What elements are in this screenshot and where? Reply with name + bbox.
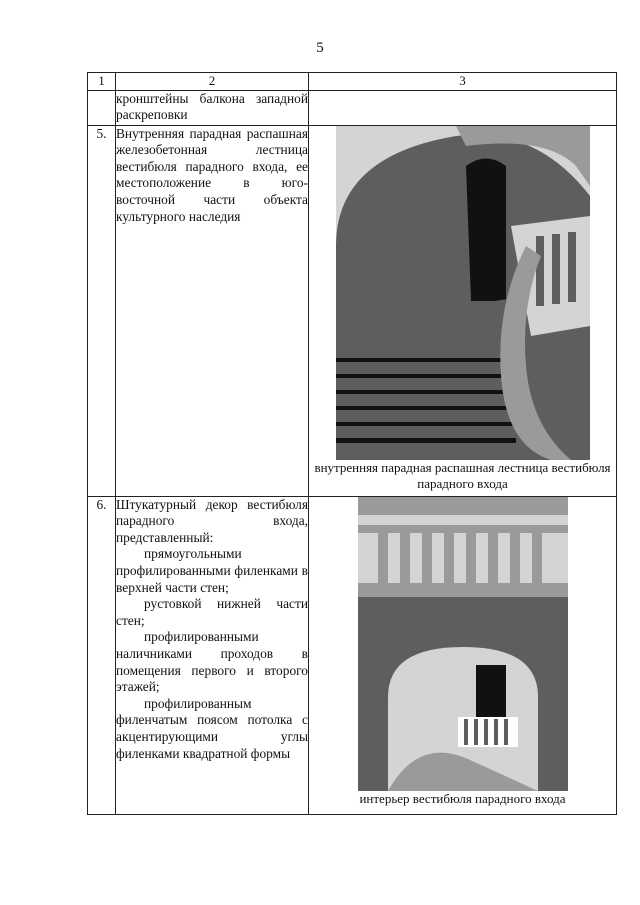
photo-cell-empty xyxy=(309,90,617,125)
description-line: профилированными наличниками проходов в помещения первого и второго этажей; xyxy=(116,629,308,695)
row-number: 6. xyxy=(88,496,116,814)
row-description xyxy=(116,496,309,814)
staircase-photo xyxy=(336,126,590,460)
header-col-2: 2 xyxy=(116,73,309,91)
description-line: профилированным филенчатым поясом потолка с акцентирующими углы филенками квадратной формы xyxy=(116,695,308,761)
description-line: рустовкой нижней части стен; xyxy=(116,596,308,628)
photo-cell xyxy=(309,496,617,814)
description-line: кронштейны балкона западной раскреповки xyxy=(116,90,308,123)
photo-caption: внутренняя парадная распашная лестница вестибюля парадного входа xyxy=(314,459,611,491)
table-row xyxy=(88,125,617,496)
row-number xyxy=(88,90,116,125)
photo-cell xyxy=(309,125,617,496)
description-line: Штукатурный декор вестибюля парадного входа, представленный: xyxy=(116,496,308,545)
row-description xyxy=(116,90,309,125)
description-line: Внутренняя парадная распашная железобетонная лестница вестибюля парадного входа, ее местоположение в юго-восточной части объекта культурного наследия xyxy=(116,125,308,224)
header-col-1: 1 xyxy=(88,73,116,91)
page-number: 5 xyxy=(316,40,324,56)
description-line: прямоугольными профилированными филенками в верхней части стен; xyxy=(116,546,308,595)
header-col-3: 3 xyxy=(309,73,617,91)
row-description xyxy=(116,125,309,496)
table-header-row xyxy=(88,73,617,91)
photo-caption: интерьер вестибюля парадного входа xyxy=(359,790,566,806)
vestibule-photo xyxy=(358,497,568,791)
heritage-table xyxy=(87,72,617,815)
table-row xyxy=(88,496,617,814)
row-number: 5. xyxy=(88,125,116,496)
table-row xyxy=(88,90,617,125)
